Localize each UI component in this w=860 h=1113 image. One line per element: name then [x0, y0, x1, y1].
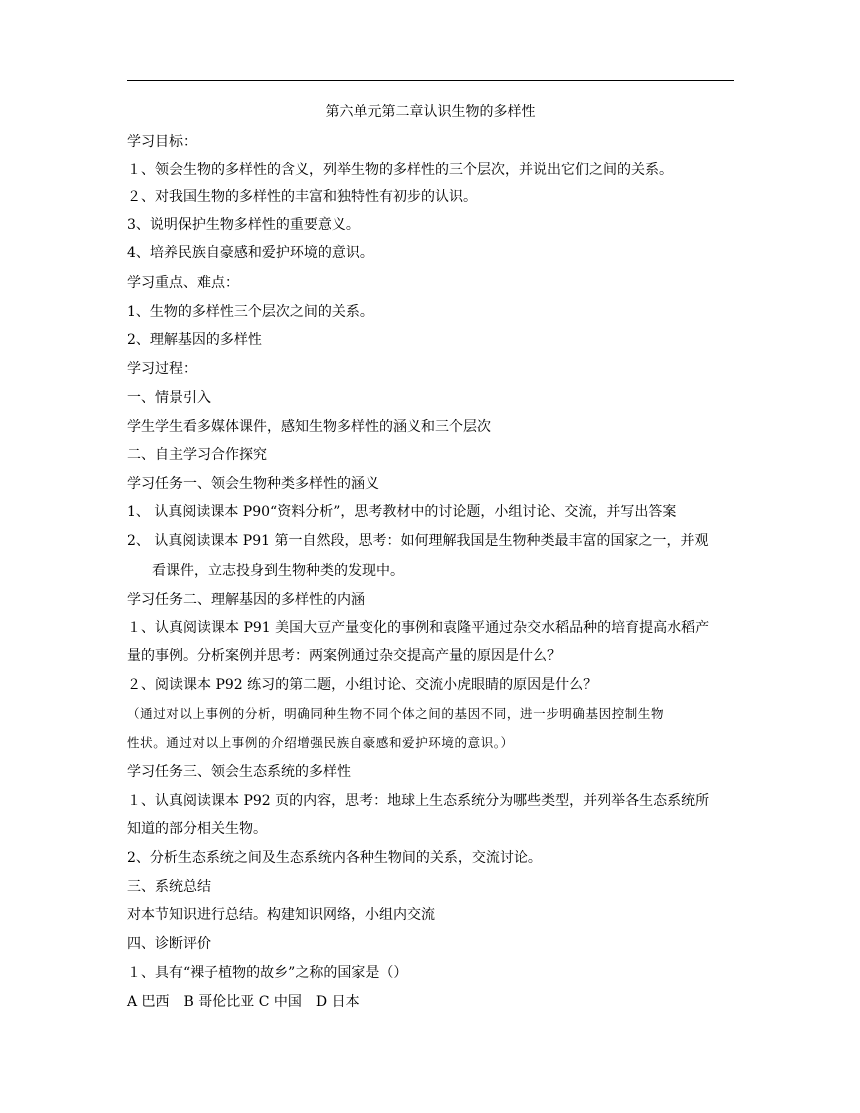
section-four-heading: 四、诊断评价	[127, 936, 211, 952]
objectives-heading: 学习目标：	[127, 134, 197, 150]
top-rule	[127, 80, 734, 81]
task-one-item-2-cont: 看课件，立志投身到生物种类的发现中。	[152, 563, 404, 579]
objective-4: 4、培养民族自豪感和爱护环境的意识。	[127, 245, 374, 261]
question-1-options: A 巴西 B 哥伦比亚 C 中国 D 日本	[127, 994, 360, 1010]
task-one-heading: 学习任务一、领会生物种类多样性的涵义	[127, 476, 379, 492]
objective-3: 3、说明保护生物多样性的重要意义。	[127, 217, 360, 233]
section-one-text: 学生学生看多媒体课件，感知生物多样性的涵义和三个层次	[127, 419, 491, 435]
task-one-item-2: 2、 认真阅读课本 P91 第一自然段，思考：如何理解我国是生物种类最丰富的国家之一，并观	[127, 533, 709, 549]
section-two-heading: 二、自主学习合作探究	[127, 447, 267, 463]
key-points-heading: 学习重点、难点：	[127, 275, 239, 291]
task-two-note-2: 性状。通过对以上事例的介绍增强民族自豪感和爱护环境的意识。）	[127, 735, 514, 750]
objective-2: ２、对我国生物的多样性的丰富和独特性有初步的认识。	[127, 189, 477, 205]
objective-1: １、领会生物的多样性的含义，列举生物的多样性的三个层次，并说出它们之间的关系。	[127, 162, 673, 178]
process-heading: 学习过程：	[127, 361, 197, 377]
task-three-heading: 学习任务三、领会生态系统的多样性	[127, 764, 351, 780]
section-three-text: 对本节知识进行总结。构建知识网络，小组内交流	[127, 907, 435, 923]
task-two-heading: 学习任务二、理解基因的多样性的内涵	[127, 592, 365, 608]
section-three-heading: 三、系统总结	[127, 879, 211, 895]
task-two-note-1: （通过对以上事例的分析，明确同种生物不同个体之间的基因不同，进一步明确基因控制生物	[127, 706, 665, 721]
task-two-item-2: ２、阅读课本 P92 练习的第二题，小组讨论、交流小虎眼睛的原因是什么？	[127, 677, 598, 693]
key-point-1: 1、生物的多样性三个层次之间的关系。	[127, 304, 374, 320]
task-two-item-1: １、认真阅读课本 P91 美国大豆产量变化的事例和袁隆平通过杂交水稻品种的培育提高水稻产	[127, 620, 710, 636]
task-three-item-1-cont: 知道的部分相关生物。	[127, 821, 267, 837]
question-1: １、具有“裸子植物的故乡”之称的国家是（）	[127, 965, 408, 981]
task-three-item-2: 2、分析生态系统之间及生态系统内各种生物间的关系，交流讨论。	[127, 850, 542, 866]
key-point-2: 2、理解基因的多样性	[127, 332, 262, 348]
task-one-item-1: 1、 认真阅读课本 P90“资料分析”，思考教材中的讨论题，小组讨论、交流，并写出答案	[127, 504, 677, 520]
task-three-item-1: １、认真阅读课本 P92 页的内容，思考：地球上生态系统分为哪些类型，并列举各生态系统所	[127, 793, 710, 809]
document-title: 第六单元第二章认识生物的多样性	[325, 104, 536, 120]
section-one-heading: 一、情景引入	[127, 390, 211, 406]
task-two-item-1-cont: 量的事例。分析案例并思考：两案例通过杂交提高产量的原因是什么？	[127, 648, 561, 664]
